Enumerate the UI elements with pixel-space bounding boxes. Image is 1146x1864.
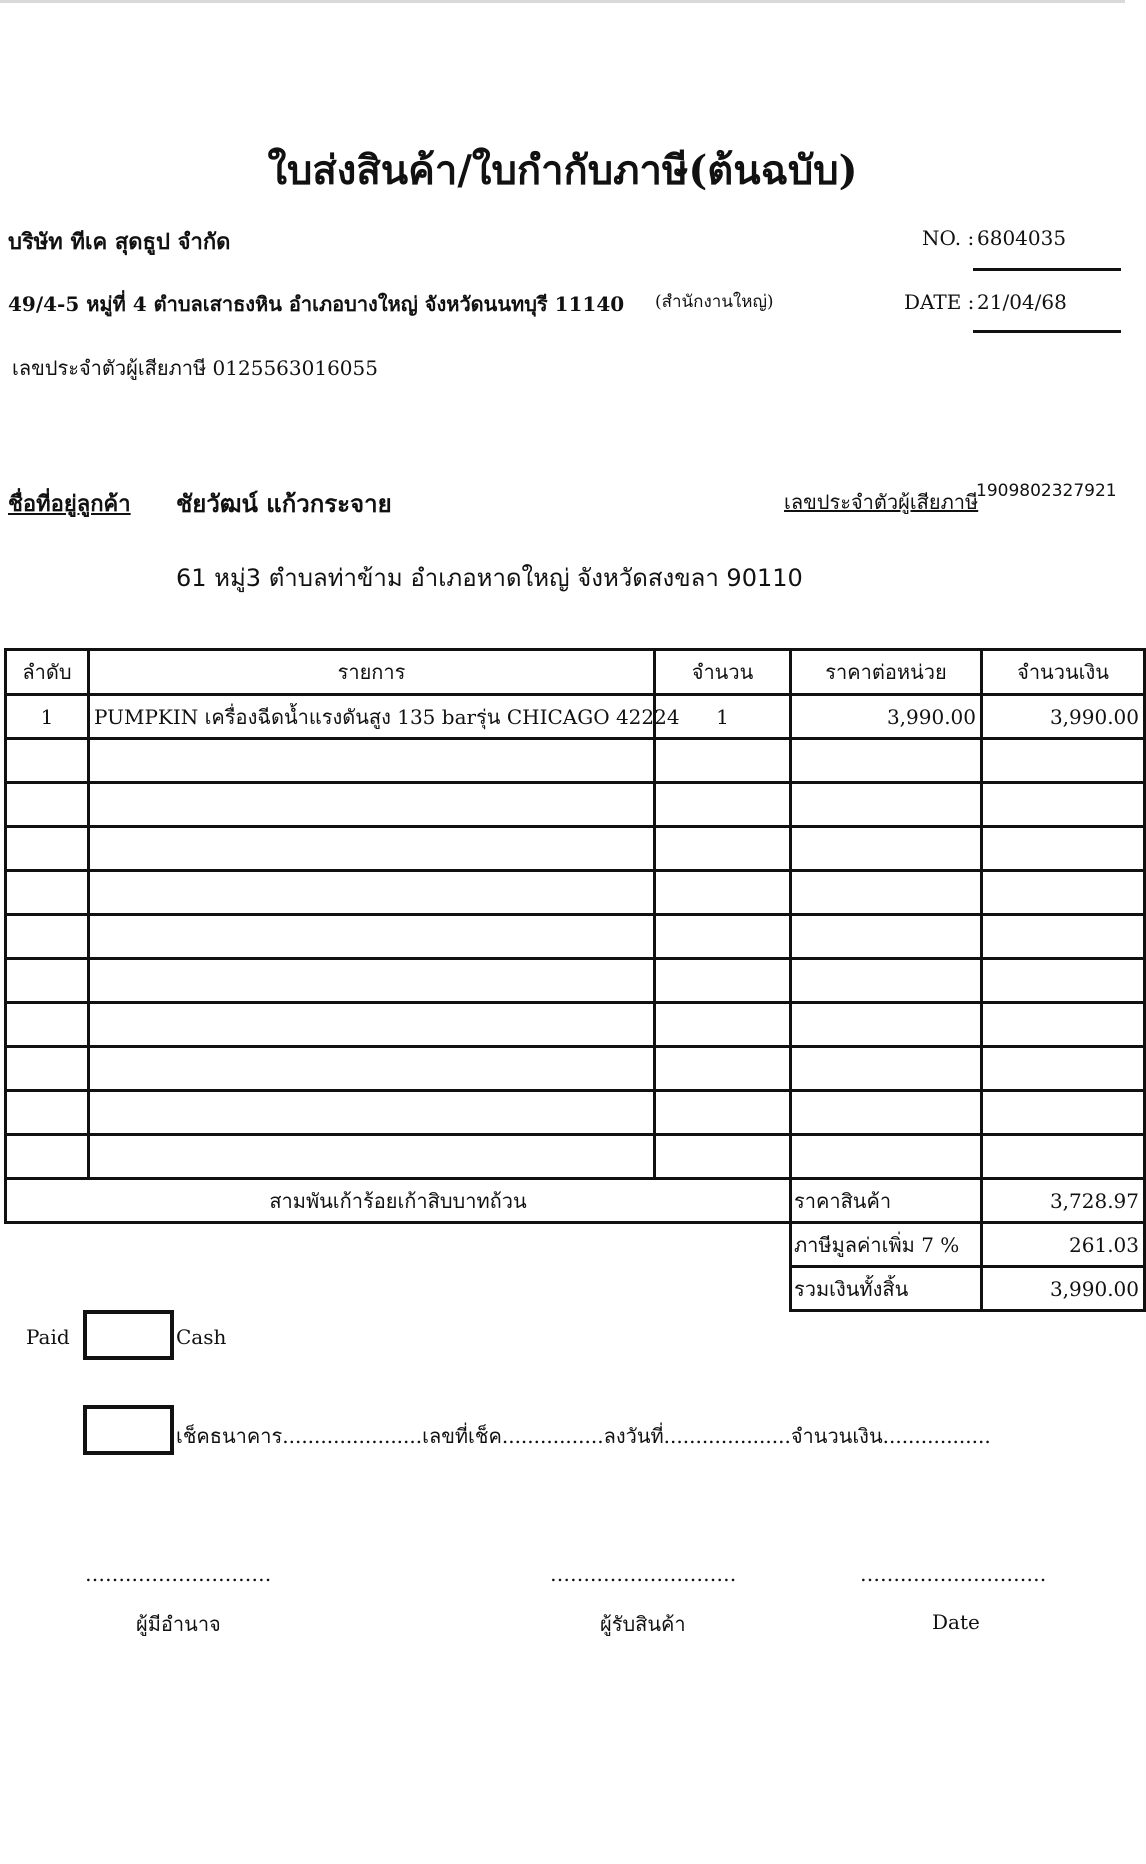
invoice-number: 6804035 (977, 226, 1067, 250)
date-signature-label: Date (932, 1610, 980, 1634)
table-row (6, 695, 1145, 739)
empty-row (6, 915, 1145, 959)
empty-row (6, 1003, 1145, 1047)
row-description: PUMPKIN เครื่องฉีดน้ำแรงดันสูง 135 barรุ่น CHICAGO 42224 (89, 695, 655, 739)
customer-name: ชัยวัฒน์ แก้วกระจาย (176, 489, 392, 518)
row-amount: 3,990.00 (982, 695, 1145, 739)
subtotal-value: 3,728.97 (982, 1179, 1145, 1223)
header-unit-price: ราคาต่อหน่วย (791, 650, 982, 695)
authorized-signature-line: …….………………… (85, 1562, 272, 1586)
total-value: 3,990.00 (982, 1267, 1145, 1311)
header-description: รายการ (89, 650, 655, 695)
row-unit-price: 3,990.00 (791, 695, 982, 739)
seller-address: 49/4-5 หมู่ที่ 4 ตำบลเสาธงหิน อำเภอบางใหญ่ จังหวัดนนทบุรี 11140 (8, 292, 625, 316)
invoice-date-underline (973, 330, 1121, 333)
invoice-date: 21/04/68 (977, 290, 1067, 314)
cash-checkbox[interactable] (83, 1310, 174, 1360)
seller-tax-id: เลขประจำตัวผู้เสียภาษี 0125563016055 (12, 356, 378, 380)
cash-label: Cash (176, 1325, 227, 1349)
invoice-number-label: NO. : (922, 226, 975, 250)
vat-row (6, 1223, 1145, 1267)
amount-in-words: สามพันเก้าร้อยเก้าสิบบาทถ้วน (6, 1179, 791, 1223)
empty-row (6, 959, 1145, 1003)
customer-tax-label: เลขประจำตัวผู้เสียภาษี (784, 490, 979, 514)
receiver-signature-label: ผู้รับสินค้า (600, 1612, 686, 1636)
empty-row (6, 1135, 1145, 1179)
header-seq: ลำดับ (6, 650, 89, 695)
top-divider (0, 0, 1125, 3)
total-label: รวมเงินทั้งสิ้น (791, 1267, 982, 1311)
subtotal-label: ราคาสินค้า (791, 1179, 982, 1223)
document-title: ใบส่งสินค้า/ใบกำกับภาษี(ต้นฉบับ) (267, 147, 858, 194)
items-table (4, 648, 1146, 1312)
empty-row (6, 1047, 1145, 1091)
empty-row (6, 783, 1145, 827)
customer-label: ชื่อที่อยู่ลูกค้า (8, 491, 131, 517)
vat-value: 261.03 (982, 1223, 1145, 1267)
invoice-date-label: DATE : (904, 290, 975, 314)
authorized-signature-label: ผู้มีอำนาจ (136, 1612, 221, 1636)
customer-tax-id: 1909802327921 (976, 481, 1117, 501)
paid-label: Paid (26, 1325, 70, 1349)
receiver-signature-line: …….………………… (550, 1562, 737, 1586)
total-row (6, 1267, 1145, 1311)
empty-row (6, 827, 1145, 871)
invoice-number-underline (973, 268, 1121, 271)
row-seq: 1 (6, 695, 89, 739)
subtotal-row (6, 1179, 1145, 1223)
vat-label: ภาษีมูลค่าเพิ่ม 7 % (791, 1223, 982, 1267)
row-quantity: 1 (655, 695, 791, 739)
seller-name: บริษัท ทีเค สุดธูป จำกัด (8, 229, 231, 255)
header-quantity: จำนวน (655, 650, 791, 695)
header-amount: จำนวนเงิน (982, 650, 1145, 695)
cheque-details-line: เช็คธนาคาร......................เลขที่เช็ค................ลงวันที่....................จำนวนเงิน................. (176, 1424, 991, 1448)
empty-row (6, 871, 1145, 915)
empty-row (6, 739, 1145, 783)
cheque-checkbox[interactable] (83, 1405, 174, 1455)
table-header-row (6, 650, 1145, 695)
customer-address: 61 หมู่3 ตำบลท่าข้าม อำเภอหาดใหญ่ จังหวัดสงขลา 90110 (176, 564, 803, 592)
empty-row (6, 1091, 1145, 1135)
date-signature-line: …….………………… (860, 1562, 1047, 1586)
seller-branch: (สำนักงานใหญ่) (655, 292, 774, 312)
